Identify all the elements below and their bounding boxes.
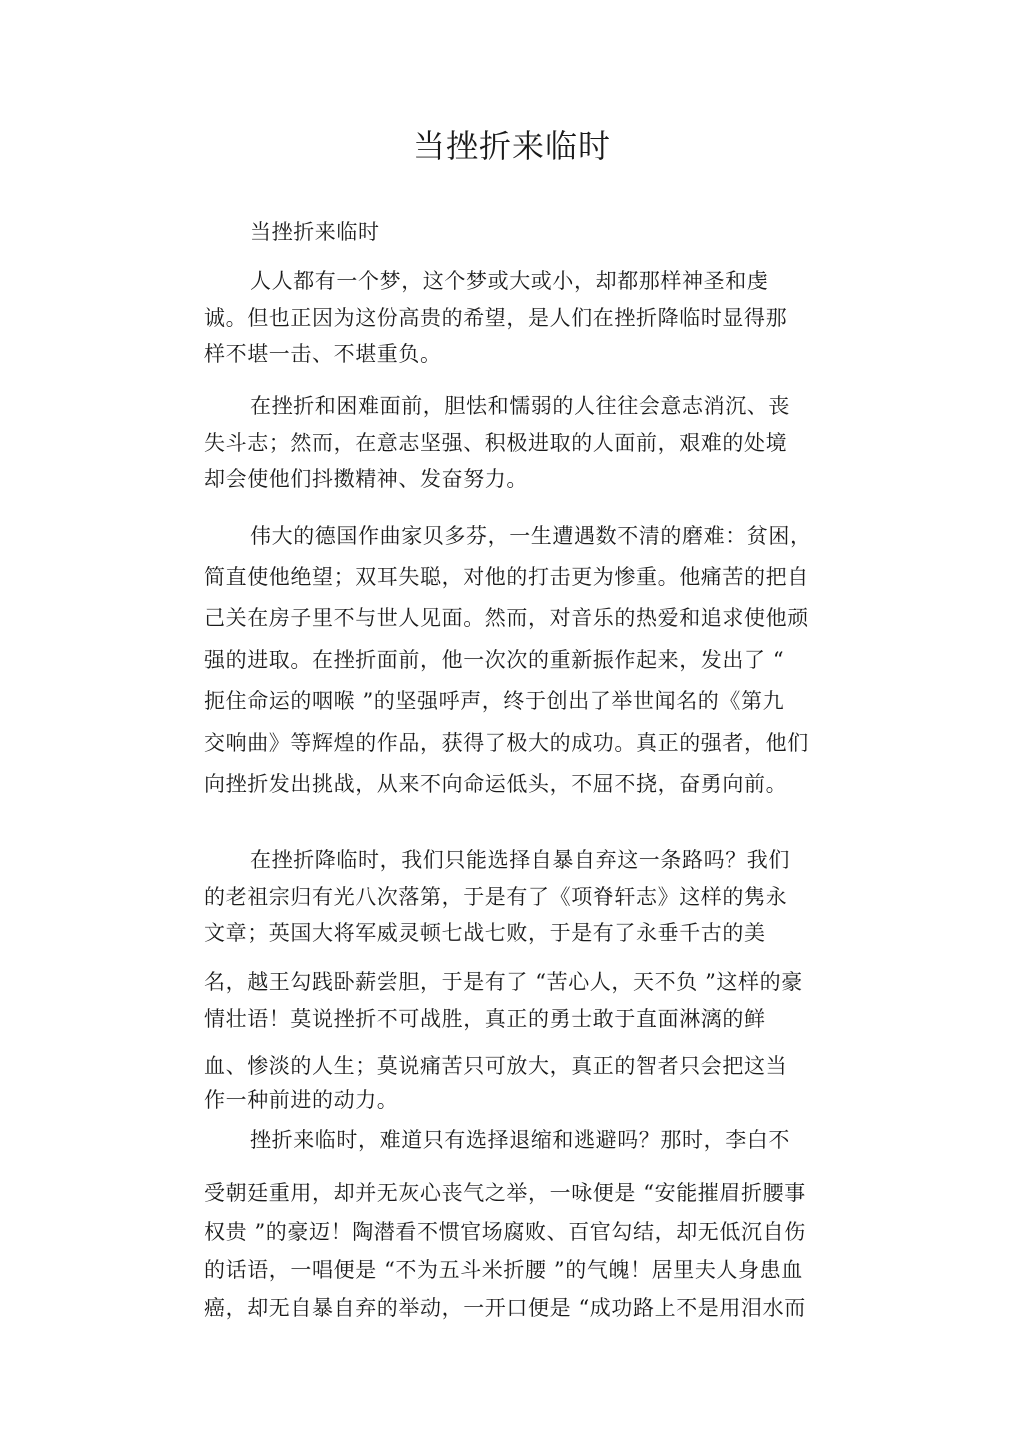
text-line: 在挫折和困难面前，胆怯和懦弱的人往往会意志消沉、丧 (250, 394, 790, 418)
text-line: 文章；英国大将军威灵顿七战七败，于是有了永垂千古的美 (204, 921, 766, 945)
text-line: 作一种前进的动力。 (204, 1088, 399, 1112)
text-line: 受朝廷重用，却并无灰心丧气之举，一咏便是 “安能摧眉折腰事 (204, 1181, 806, 1205)
text-line: 却会使他们抖擞精神、发奋努力。 (204, 467, 528, 491)
text-line: 己关在房子里不与世人见面。然而，对音乐的热爱和追求使他顽 (204, 606, 809, 630)
text-line: 简直使他绝望；双耳失聪，对他的打击更为惨重。他痛苦的把自 (204, 565, 809, 589)
text-line: 交响曲》等辉煌的作品，获得了极大的成功。真正的强者，他们 (204, 731, 809, 755)
text-line: 癌，却无自暴自弃的举动，一开口便是 “成功路上不是用泪水而 (204, 1296, 806, 1320)
text-line: 的老祖宗归有光八次落第，于是有了《项脊轩志》这样的隽永 (204, 885, 788, 909)
text-line: 失斗志；然而，在意志坚强、积极进取的人面前，艰难的处境 (204, 431, 788, 455)
document-title: 当挫折来临时 (412, 127, 611, 165)
text-line: 强的进取。在挫折面前，他一次次的重新振作起来，发出了 “ (204, 648, 785, 672)
text-line: 向挫折发出挑战，从来不向命运低头，不屈不挠，奋勇向前。 (204, 772, 788, 796)
text-line: 权贵 ”的豪迈！陶潜看不惯官场腐败、百官勾结，却无低沉自伤 (204, 1220, 806, 1244)
text-line: 的话语，一唱便是 “不为五斗米折腰 ”的气魄！居里夫人身患血 (204, 1258, 803, 1282)
subtitle-line: 当挫折来临时 (250, 220, 380, 244)
text-line: 在挫折降临时，我们只能选择自暴自弃这一条路吗？我们 (250, 848, 790, 872)
text-line: 血、惨淡的人生；莫说痛苦只可放大，真正的智者只会把这当 (204, 1054, 788, 1078)
text-line: 诚。但也正因为这份高贵的希望，是人们在挫折降临时显得那 (204, 306, 788, 330)
text-line: 伟大的德国作曲家贝多芬，一生遭遇数不清的磨难：贫困， (250, 524, 812, 548)
text-line: 情壮语！莫说挫折不可战胜，真正的勇士敢于直面淋漓的鲜 (204, 1007, 766, 1031)
text-line: 样不堪一击、不堪重负。 (204, 342, 442, 366)
text-line: 人人都有一个梦，这个梦或大或小，却都那样神圣和虔 (250, 269, 769, 293)
text-line: 扼住命运的咽喉 ”的坚强呼声，终于创出了举世闻名的《第九 (204, 689, 785, 713)
text-line: 挫折来临时，难道只有选择退缩和逃避吗？那时，李白不 (250, 1128, 790, 1152)
text-line: 名，越王勾践卧薪尝胆，于是有了 “苦心人，天不负 ”这样的豪 (204, 970, 803, 994)
